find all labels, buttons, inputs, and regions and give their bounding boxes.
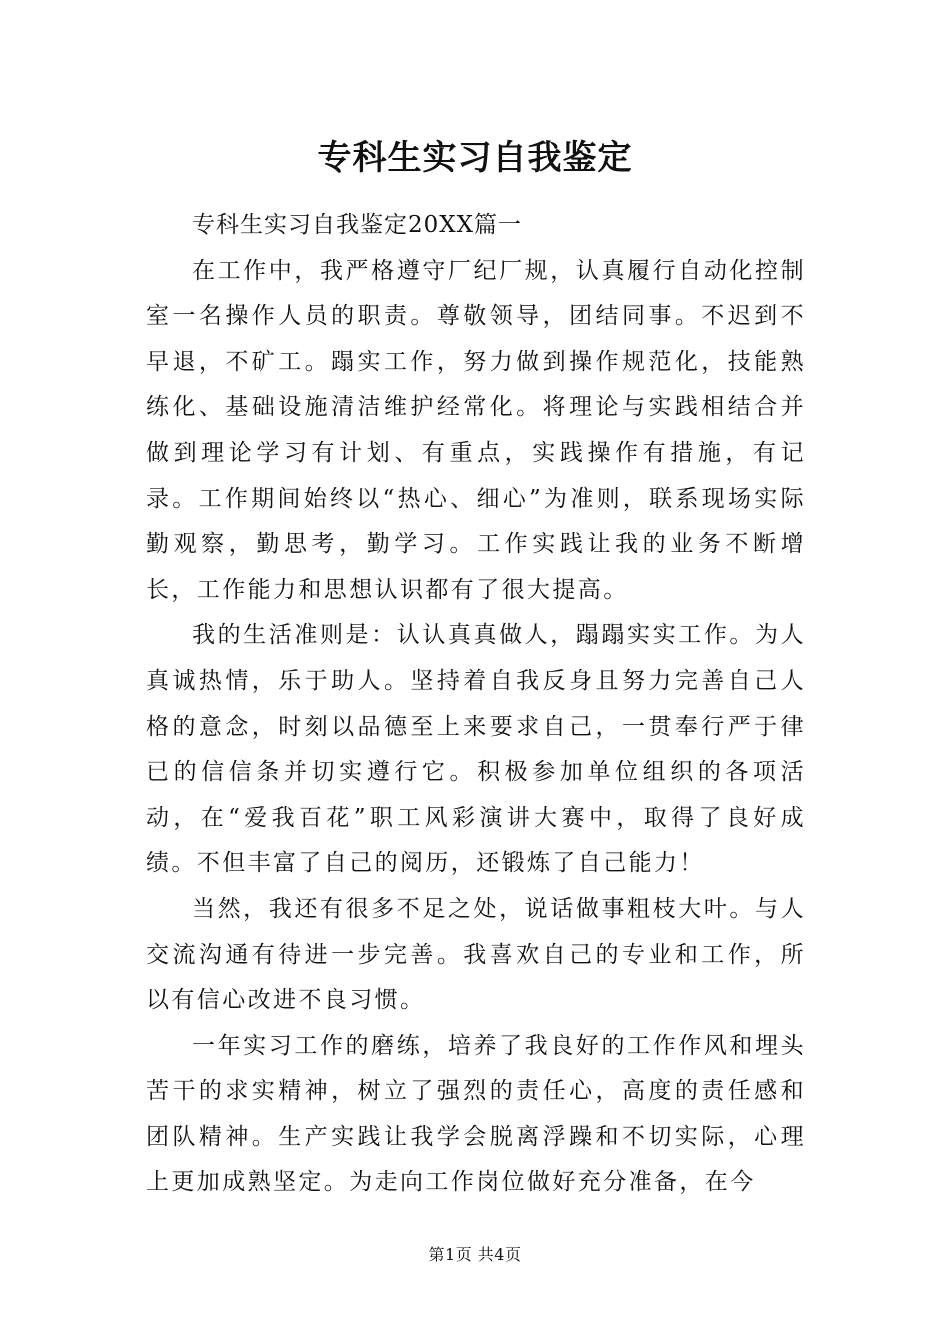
document-body bbox=[146, 203, 806, 1206]
document-title: 专科生实习自我鉴定 bbox=[317, 138, 633, 178]
paragraph-life: 我的生活准则是：认认真真做人，蹋蹋实实工作。为人真诚热情，乐于助人。坚持着自我反身且努力完善自己人格的意念，时刻以品德至上来要求自己，一贯奉行严于律已的信信条并切实遵行它。积极参加单位组织的各项活动，在“爱我百花”职工风彩演讲大赛中，取得了良好成绩。不但丰富了自己的阅历，还锻炼了自己能力！ bbox=[146, 622, 806, 877]
section-heading: 专科生实习自我鉴定20XX篇一 bbox=[192, 212, 523, 238]
paragraph-work: 在工作中，我严格遵守厂纪厂规，认真履行自动化控制室一名操作人员的职责。尊敬领导，团结同事。不迟到不早退，不矿工。蹋实工作，努力做到操作规范化，技能熟练化、基础设施清洁维护经常化。将理论与实践相结合并做到理论学习有计划、有重点，实践操作有措施，有记录。工作期间始终以“热心、细心”为准则，联系现场实际勤观察，勤思考，勤学习。工作实践让我的业务不断增长，工作能力和思想认识都有了很大提高。 bbox=[146, 257, 806, 603]
page-footer: 第1页 共4页 bbox=[428, 1245, 522, 1264]
paragraph-shortcomings: 当然，我还有很多不足之处，说话做事粗枝大叶。与人交流沟通有待进一步完善。我喜欢自己的专业和工作，所以有信心改进不良习惯。 bbox=[146, 895, 806, 1014]
paragraph-summary: 一年实习工作的磨练，培养了我良好的工作作风和埋头苦干的求实精神，树立了强烈的责任心，高度的责任感和团队精神。生产实践让我学会脱离浮躁和不切实际，心理上更加成熟坚定。为走向工作岗位做好充分准备，在今 bbox=[146, 1032, 806, 1196]
